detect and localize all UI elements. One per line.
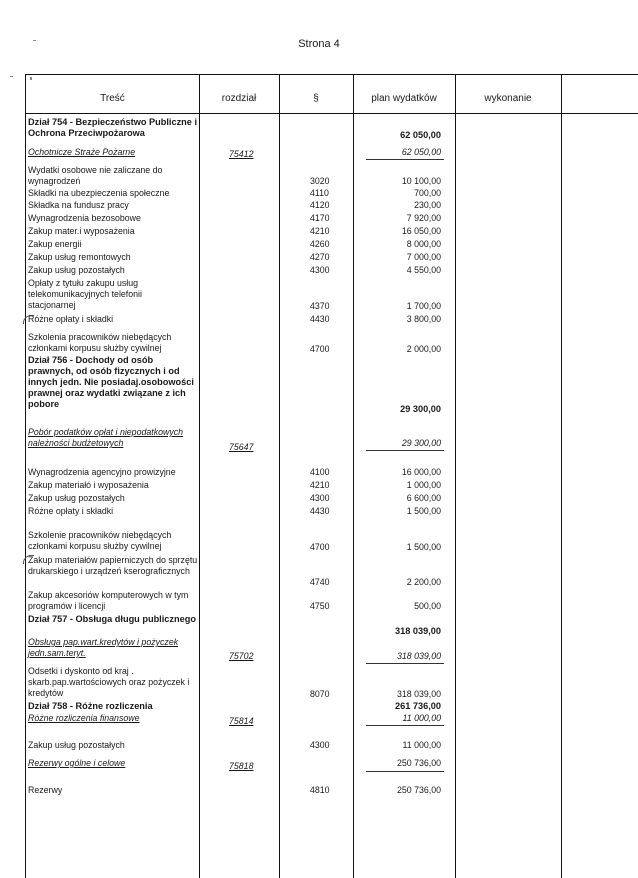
row-description: Zakup materiałów papierniczych do sprzętu drukarskiego i urządzeń kserograficznych: [28, 555, 198, 576]
row-amount: 4 550,00: [406, 265, 441, 275]
row-paragraf: 4370: [310, 301, 330, 311]
row-paragraf: 4120: [310, 200, 330, 210]
row-description: Odsetki i dyskonto od kraj . skarb.pap.wartościowych oraz pożyczek i kredytów: [28, 666, 190, 698]
row-paragraf: 4300: [310, 740, 330, 750]
amount-underline: [366, 663, 444, 664]
row-description: Zakup akcesoriów komputerowych w tym programów i licencji: [28, 590, 189, 611]
amount-underline: [366, 159, 444, 160]
row-rozdzial: 75702: [229, 651, 254, 661]
row-amount: 230,00: [414, 200, 441, 210]
row-amount: 1 000,00: [406, 480, 441, 490]
row-paragraf: 4210: [310, 226, 330, 236]
column-header-tresc: Treść: [100, 93, 125, 104]
column-divider: [279, 75, 280, 878]
page-header: Strona 4: [298, 38, 340, 50]
row-description: Wydatki osobowe nie zaliczane do wynagrodzeń: [28, 165, 163, 186]
column-divider: [353, 75, 354, 878]
column-divider: [199, 75, 200, 878]
row-paragraf: 4300: [310, 493, 330, 503]
row-rozdzial: 75818: [229, 761, 254, 771]
row-description: Zakup usług pozostałych: [28, 493, 125, 503]
row-amount: 2 000,00: [406, 344, 441, 354]
row-description: Składka na fundusz pracy: [28, 200, 129, 210]
row-description: Szkolenia pracowników niebędących członkami korpusu służby cywilnej: [28, 332, 172, 353]
amount-underline: [366, 450, 444, 451]
row-amount: 16 000,00: [401, 467, 441, 477]
row-description: Zakup usług pozostałych: [28, 740, 125, 750]
row-amount: 318 039,00: [396, 689, 441, 699]
column-divider: [455, 75, 456, 878]
row-amount: 6 600,00: [406, 493, 441, 503]
column-header-wykonanie: wykonanie: [484, 93, 532, 104]
row-description: Różne opłaty i składki: [28, 506, 114, 516]
row-amount: 500,00: [414, 601, 441, 611]
row-amount: 10 100,00: [401, 176, 441, 186]
row-description: Pobór podatków opłat i niepodatkowych należności budżetowych: [28, 427, 184, 448]
column-divider: [561, 75, 562, 878]
budget-table: [25, 74, 638, 878]
header-divider: [26, 113, 638, 114]
row-paragraf: 3020: [310, 176, 330, 186]
row-amount: 1 500,00: [406, 506, 441, 516]
row-description: Zakup materiałó i wyposażenia: [28, 480, 149, 490]
row-description: Zakup mater.i wyposażenia: [28, 226, 135, 236]
row-amount: 261 736,00: [395, 701, 441, 711]
row-description: Opłaty z tytułu zakupu usług telekomunikacyjnych telefonii stacjonarnej: [28, 278, 142, 310]
row-amount: 1 500,00: [406, 542, 441, 552]
column-header-rozdzial: rozdział: [221, 93, 257, 104]
row-description: Szkolenie pracowników niebędących członkami korpusu służby cywilnej: [28, 530, 172, 551]
row-amount: 7 000,00: [406, 252, 441, 262]
row-amount: 250 736,00: [396, 758, 441, 768]
row-description: Dział 754 - Bezpieczeństwo Publiczne i Ochrona Przeciwpożarowa: [28, 117, 197, 138]
row-description: Dział 758 - Różne rozliczenia: [28, 701, 153, 711]
row-description: Zakup usług pozostałych: [28, 265, 125, 275]
row-rozdzial: 75647: [229, 442, 254, 452]
row-paragraf: 4430: [310, 506, 330, 516]
row-paragraf: 8070: [310, 689, 330, 699]
row-paragraf: 4260: [310, 239, 330, 249]
row-amount: 62 050,00: [400, 130, 441, 140]
row-amount: 250 736,00: [396, 785, 441, 795]
row-description: Dział 757 - Obsługa długu publicznego: [28, 614, 196, 624]
row-description: Różne rozliczenia finansowe: [28, 713, 140, 723]
row-description: Różne opłaty i składki: [28, 314, 114, 324]
row-amount: 16 050,00: [401, 226, 441, 236]
scan-speck: [10, 76, 13, 77]
row-amount: 29 300,00: [400, 404, 441, 414]
row-amount: 3 800,00: [406, 314, 441, 324]
row-description: Wynagrodzenia agencyjno prowizyjne: [28, 467, 176, 477]
row-paragraf: 4700: [310, 542, 330, 552]
row-description: Rezerwy ogólne i celowe: [28, 758, 126, 768]
row-paragraf: 4430: [310, 314, 330, 324]
row-paragraf: 4170: [310, 213, 330, 223]
row-amount: 62 050,00: [401, 147, 441, 157]
amount-underline: [366, 771, 444, 772]
row-paragraf: 4100: [310, 467, 330, 477]
row-description: Wynagrodzenia bezosobowe: [28, 213, 141, 223]
row-amount: 8 000,00: [406, 239, 441, 249]
row-paragraf: 4110: [310, 188, 329, 198]
row-paragraf: 4210: [310, 480, 330, 490]
row-paragraf: 4740: [310, 577, 330, 587]
row-amount: 700,00: [414, 188, 441, 198]
row-rozdzial: 75412: [229, 149, 254, 159]
row-description: Składki na ubezpieczenia społeczne: [28, 188, 170, 198]
row-paragraf: 4270: [310, 252, 330, 262]
row-amount: 11 000,00: [402, 740, 441, 750]
row-description: Zakup usług remontowych: [28, 252, 131, 262]
row-paragraf: 4810: [310, 785, 330, 795]
row-amount: 7 920,00: [406, 213, 441, 223]
column-header-plan: plan wydatków: [371, 93, 437, 104]
row-description: Rezerwy: [28, 785, 63, 795]
row-paragraf: 4300: [310, 265, 330, 275]
row-amount: 1 700,00: [406, 301, 441, 311]
row-description: Obsługa pap.wart.kredytów i pożyczek jedn.sam.teryt.: [28, 637, 179, 658]
row-description: Zakup energii: [28, 239, 82, 249]
amount-underline: [366, 725, 444, 726]
row-description: Ochotnicze Straże Pożarne: [28, 147, 136, 157]
row-rozdzial: 75814: [229, 716, 254, 726]
row-amount: 11 000,00: [402, 713, 441, 723]
row-description: Dział 756 - Dochody od osób prawnych, od osób fizycznych i od innych jedn. Nie posiadaj.osobowości prawnej oraz wydatki związane z ich pobore: [28, 355, 194, 409]
row-paragraf: 4700: [310, 344, 330, 354]
row-paragraf: 4750: [310, 601, 330, 611]
column-header-paragraf: §: [313, 93, 319, 104]
row-amount: 318 039,00: [395, 626, 441, 636]
row-amount: 2 200,00: [406, 577, 441, 587]
row-amount: 318 039,00: [396, 651, 441, 661]
row-amount: 29 300,00: [401, 438, 441, 448]
